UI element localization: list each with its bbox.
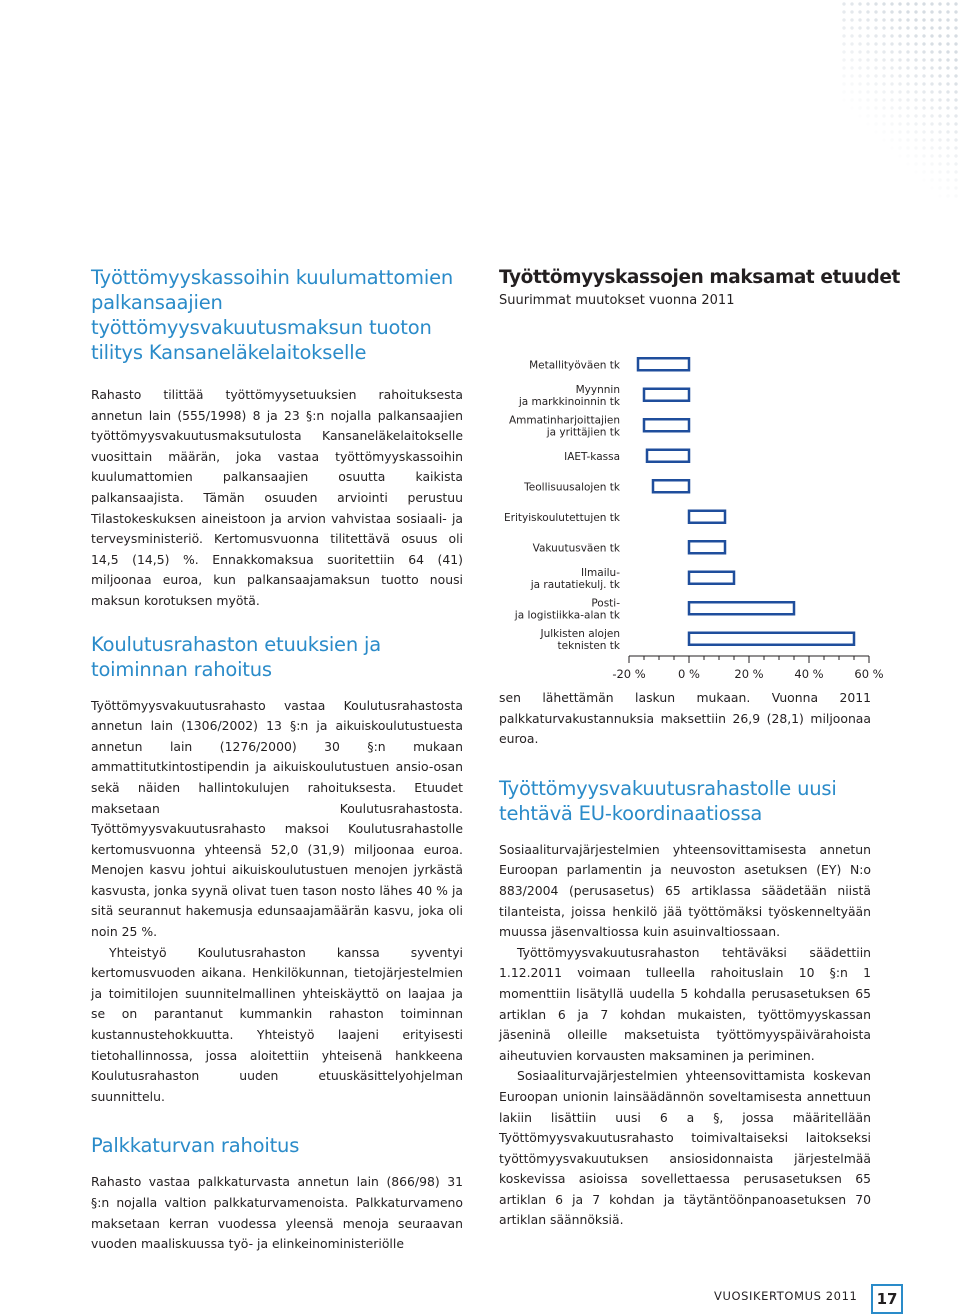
decorative-dot-pattern [840, 0, 960, 200]
category-label-9-0: Julkisten alojen [540, 627, 620, 640]
body-paragraph: Yhteistyö Koulutusrahaston kanssa syventyi kertomusvuoden aikana. Henkilökunnan, tietojärjestelmien ja toimitilojen suunnitelmallinen yhteiskäyttö on laajaa ja se on parantanut kummankin rahaston toiminnan kustannustehokkuutta. Yhteistyö laajeni erityisesti tietohallinnossa, jossa aloitettiin yhteisenä hankkeena Koulutusrahaston uuden etuuskäsittelyohjelman suunnittelu. [91, 944, 463, 1104]
body-paragraph: Työttömyysvakuutusrahaston tehtäväksi säädettiin 1.12.2011 voimaan tulleella rahoituslain 10 §:n 1 momenttiin lisätyllä uudella 5 kohdalla perusasetuksen 65 artiklan 6 ja 7 kohdan mukaisten, työttömyyskassan jäseninä olleille maksetuista työttömyyspäivärahoista aiheutuvien korvausten maksaminen ja periminen. [499, 944, 871, 1063]
category-label-1-0: Myynnin [575, 383, 620, 396]
bar-8 [689, 602, 794, 614]
bar-5 [689, 511, 725, 523]
bar-0 [638, 358, 689, 370]
category-label-8-1: ja logistiikka-alan tk [514, 609, 620, 622]
category-label-8-0: Posti- [591, 597, 620, 610]
body-paragraph: Sosiaaliturvajärjestelmien yhteensovittamista koskevan Euroopan unionin lainsäädännön soveltamisesta annettuun lakiin lisättiin uusi 6 a §, jossa määritellään Työttömyysvakuutusrahasto toimivaltaiseksi laitokseksi työttömyysvakuutuksen ansiosidonnaista järjestelmää koskevissa asioissa sovellettaessa perusasetuksen 65 artiklan 6 ja 7 kohdan ja täytäntöönpanoasetuksen 70 artiklan säännöksiä. [499, 1068, 871, 1228]
category-label-2-1: ja yrittäjien tk [546, 426, 620, 439]
chart-title: Työttömyyskassojen maksamat etuudet [499, 267, 900, 288]
body-paragraph: Rahasto tilittää työttömyysetuuksien rahoituksesta annetun lain (555/1998) 8 ja 23 §:n nojalla palkansaajien työttömyysvakuutusmaksutulosta Kansaneläkelaitokselle vuosittain määrän, joka vastaa työttömyyskassoihin kuulumattomien palkansaajien osuutta kaikista palkansaajista. Tämän osuuden arviointi perustuu Tilastokeskuksen aineistoon ja arvion vahvistaa sosiaali- ja terveysministeriö. Kertomusvuonna tilitettävä osuus oli 14,5 (14,5) %. Ennakkomaksua suoritettiin 64 (41) miljoonaa euroa, kun palkansaajamaksun tuotto nousi maksun korotuksen myötä. [91, 387, 463, 608]
bar-4 [653, 480, 689, 492]
bar-2 [644, 419, 689, 431]
bar-9 [689, 633, 854, 645]
category-label-7-1: ja rautatiekulj. tk [530, 578, 620, 591]
section-heading-kela-transfer: Työttömyyskassoihin kuulumattomien palkansaajien työttömyysvakuutusmaksun tuoton tilitys Kansaneläkelaitokselle [91, 266, 454, 364]
bar-1 [644, 389, 689, 401]
body-paragraph: Sosiaaliturvajärjestelmien yhteensovittamisesta annetun Euroopan parlamentin ja neuvoston asetuksen (EY) N:o 883/2004 (perusasetus) 65 artiklassa säädetään niistä tilanteista, joissa henkilö jää työttömäksi työskenneltyään muussa jäsenvaltiossa kuin asuinvaltiossaan. [499, 841, 871, 940]
x-tick-label-3: 40 % [794, 667, 824, 682]
page-number: 17 [871, 1284, 903, 1314]
x-tick-label-2: 20 % [734, 667, 764, 682]
category-label-5-0: Erityiskoulutettujen tk [504, 511, 620, 524]
category-label-9-1: teknisten tk [557, 639, 620, 652]
category-label-7-0: Ilmailu- [581, 566, 620, 579]
benefits-chart [499, 267, 900, 715]
category-label-4-0: Teollisuusalojen tk [524, 481, 620, 494]
bar-7 [689, 572, 734, 584]
footer-report-label: VUOSIKERTOMUS 2011 [714, 1289, 858, 1303]
section-heading-eu-coordination: Työttömyysvakuutusrahastolle uusi tehtävä EU-koordinaatiossa [499, 776, 837, 825]
category-label-1-1: ja markkinoinnin tk [518, 395, 620, 408]
x-tick-label-0: -20 % [612, 667, 646, 682]
body-paragraph: Rahasto vastaa palkkaturvasta annetun lain (866/98) 31 §:n nojalla valtion palkkaturvamenoista. Palkkaturvameno maksetaan kerran vuodessa yleensä menoja seuraavan vuoden maaliskuussa työ- ja elinkeinoministeriölle [91, 1174, 463, 1252]
bar-chart-svg [499, 315, 884, 715]
section-heading-education-fund: Koulutusrahaston etuuksien ja toiminnan rahoitus [91, 632, 381, 681]
bar-3 [647, 450, 689, 462]
category-label-0-0: Metallityöväen tk [529, 359, 620, 372]
category-label-3-0: IAET-kassa [564, 450, 620, 463]
category-label-2-0: Ammatinharjoittajien [508, 414, 620, 427]
category-label-6-0: Vakuutusväen tk [532, 542, 620, 555]
right-column [499, 688, 871, 1231]
chart-subtitle: Suurimmat muutokset vuonna 2011 [499, 292, 735, 308]
section-heading-pay-security: Palkkaturvan rahoitus [91, 1134, 300, 1158]
bar-6 [689, 541, 725, 553]
x-tick-label-1: 0 % [678, 667, 700, 682]
body-paragraph: Työttömyysvakuutusrahasto vastaa Koulutusrahastosta annetun lain (1306/2002) 13 §:n ja aikuiskoulutustuesta annetun lain (1276/2000) 30 §:n mukaan ammattitutkintostipendin ja aikuiskoulutustuen ansio-osan sekä näiden hallintokulujen rahoituksesta. Etuudet maksetaan Koulutusrahastosta. Työttömyysvakuutusrahasto maksoi Koulutusrahastolle kertomusvuonna yhteensä 52,0 (31,9) miljoonaa euroa. Menojen kasvu johtui aikuiskoulutustuen menojen jyrkästä kasvusta, jonka syynä olivat tuen tason nosto lähes 40 % ja sitä seurannut hakemusja edunsaajamäärän kasvu, joka oli noin 25 %. [91, 697, 463, 940]
left-column [91, 265, 463, 1255]
body-paragraph-continued: sen lähettämän laskun mukaan. Vuonna 2011 palkkaturvakustannuksia maksettiin 26,9 (28,1) miljoonaa euroa. [499, 690, 871, 747]
x-tick-label-4: 60 % [854, 667, 884, 682]
